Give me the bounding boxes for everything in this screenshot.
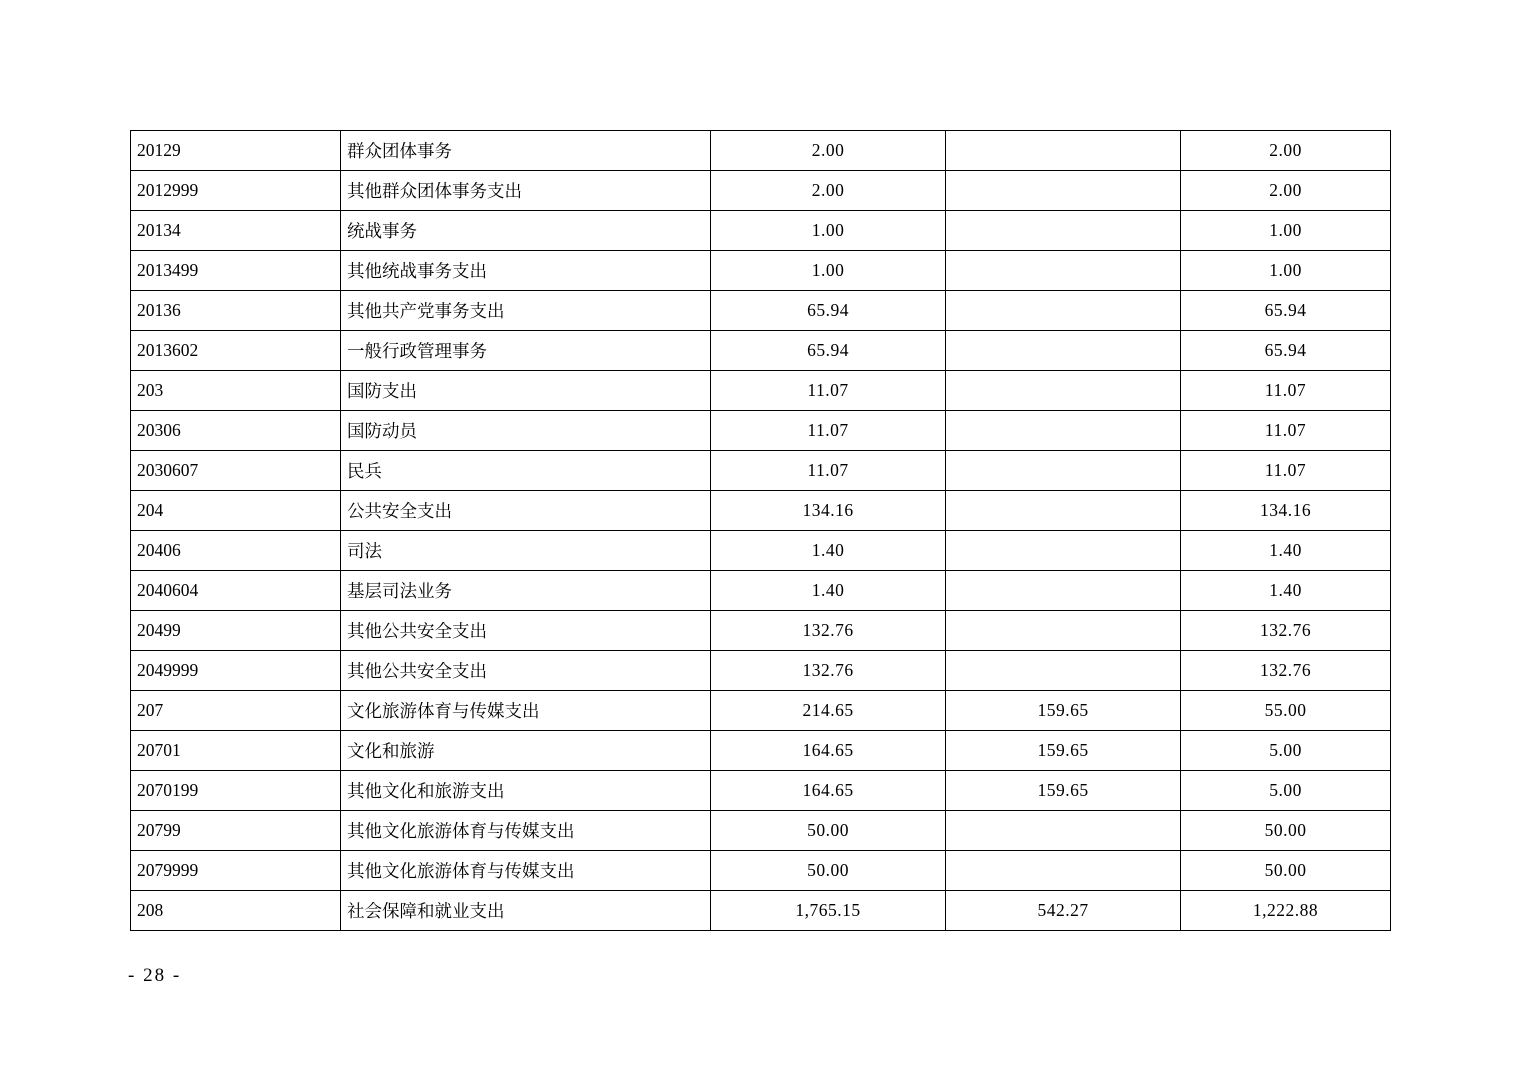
cell-basic-amount <box>946 251 1181 291</box>
budget-table <box>130 130 1391 931</box>
cell-total-amount: 132.76 <box>711 651 946 691</box>
cell-project-amount: 132.76 <box>1181 611 1391 651</box>
cell-project-amount: 1.00 <box>1181 211 1391 251</box>
cell-code: 2012999 <box>131 171 341 211</box>
cell-project-amount: 1.40 <box>1181 571 1391 611</box>
table-row <box>131 771 1391 811</box>
budget-table-container <box>130 130 1390 931</box>
cell-total-amount: 1.00 <box>711 211 946 251</box>
cell-code: 20701 <box>131 731 341 771</box>
cell-item-name: 统战事务 <box>341 211 711 251</box>
table-row <box>131 651 1391 691</box>
table-row <box>131 611 1391 651</box>
cell-item-name: 其他文化和旅游支出 <box>341 771 711 811</box>
cell-code: 20499 <box>131 611 341 651</box>
cell-total-amount: 1.00 <box>711 251 946 291</box>
cell-item-name: 文化旅游体育与传媒支出 <box>341 691 711 731</box>
cell-total-amount: 1.40 <box>711 571 946 611</box>
cell-total-amount: 134.16 <box>711 491 946 531</box>
cell-basic-amount: 159.65 <box>946 691 1181 731</box>
cell-project-amount: 1,222.88 <box>1181 891 1391 931</box>
cell-project-amount: 55.00 <box>1181 691 1391 731</box>
cell-project-amount: 5.00 <box>1181 731 1391 771</box>
cell-item-name: 社会保障和就业支出 <box>341 891 711 931</box>
cell-basic-amount <box>946 211 1181 251</box>
table-row <box>131 371 1391 411</box>
cell-code: 2049999 <box>131 651 341 691</box>
cell-total-amount: 2.00 <box>711 131 946 171</box>
cell-code: 207 <box>131 691 341 731</box>
cell-project-amount: 2.00 <box>1181 131 1391 171</box>
table-row <box>131 131 1391 171</box>
cell-basic-amount <box>946 531 1181 571</box>
cell-item-name: 国防支出 <box>341 371 711 411</box>
table-row <box>131 691 1391 731</box>
cell-code: 20136 <box>131 291 341 331</box>
cell-basic-amount: 542.27 <box>946 891 1181 931</box>
cell-item-name: 其他文化旅游体育与传媒支出 <box>341 851 711 891</box>
table-row <box>131 531 1391 571</box>
cell-code: 20406 <box>131 531 341 571</box>
cell-basic-amount <box>946 171 1181 211</box>
cell-item-name: 基层司法业务 <box>341 571 711 611</box>
cell-code: 204 <box>131 491 341 531</box>
cell-basic-amount <box>946 131 1181 171</box>
cell-basic-amount <box>946 331 1181 371</box>
table-row <box>131 291 1391 331</box>
cell-basic-amount <box>946 291 1181 331</box>
cell-total-amount: 65.94 <box>711 291 946 331</box>
cell-project-amount: 11.07 <box>1181 371 1391 411</box>
cell-item-name: 公共安全支出 <box>341 491 711 531</box>
cell-code: 2013602 <box>131 331 341 371</box>
cell-item-name: 群众团体事务 <box>341 131 711 171</box>
cell-total-amount: 164.65 <box>711 731 946 771</box>
cell-code: 2030607 <box>131 451 341 491</box>
table-row <box>131 891 1391 931</box>
cell-project-amount: 11.07 <box>1181 411 1391 451</box>
cell-total-amount: 11.07 <box>711 451 946 491</box>
cell-item-name: 民兵 <box>341 451 711 491</box>
table-row <box>131 491 1391 531</box>
cell-total-amount: 214.65 <box>711 691 946 731</box>
table-row <box>131 731 1391 771</box>
cell-basic-amount <box>946 491 1181 531</box>
cell-project-amount: 5.00 <box>1181 771 1391 811</box>
cell-code: 20134 <box>131 211 341 251</box>
cell-project-amount: 1.40 <box>1181 531 1391 571</box>
cell-code: 2013499 <box>131 251 341 291</box>
cell-code: 2040604 <box>131 571 341 611</box>
cell-total-amount: 50.00 <box>711 811 946 851</box>
cell-code: 20129 <box>131 131 341 171</box>
cell-code: 2079999 <box>131 851 341 891</box>
cell-item-name: 其他文化旅游体育与传媒支出 <box>341 811 711 851</box>
table-row <box>131 211 1391 251</box>
cell-basic-amount <box>946 811 1181 851</box>
table-row <box>131 171 1391 211</box>
cell-project-amount: 65.94 <box>1181 331 1391 371</box>
cell-item-name: 文化和旅游 <box>341 731 711 771</box>
cell-project-amount: 65.94 <box>1181 291 1391 331</box>
cell-item-name: 国防动员 <box>341 411 711 451</box>
cell-basic-amount <box>946 451 1181 491</box>
cell-basic-amount: 159.65 <box>946 771 1181 811</box>
cell-total-amount: 132.76 <box>711 611 946 651</box>
cell-project-amount: 2.00 <box>1181 171 1391 211</box>
cell-project-amount: 134.16 <box>1181 491 1391 531</box>
cell-project-amount: 132.76 <box>1181 651 1391 691</box>
cell-item-name: 其他群众团体事务支出 <box>341 171 711 211</box>
cell-basic-amount <box>946 371 1181 411</box>
cell-code: 2070199 <box>131 771 341 811</box>
cell-basic-amount <box>946 571 1181 611</box>
cell-basic-amount <box>946 411 1181 451</box>
cell-code: 208 <box>131 891 341 931</box>
cell-item-name: 其他公共安全支出 <box>341 611 711 651</box>
table-row <box>131 811 1391 851</box>
cell-project-amount: 11.07 <box>1181 451 1391 491</box>
table-row <box>131 251 1391 291</box>
cell-code: 20306 <box>131 411 341 451</box>
cell-total-amount: 164.65 <box>711 771 946 811</box>
budget-table-body <box>131 131 1391 931</box>
cell-basic-amount: 159.65 <box>946 731 1181 771</box>
table-row <box>131 411 1391 451</box>
cell-project-amount: 1.00 <box>1181 251 1391 291</box>
cell-item-name: 司法 <box>341 531 711 571</box>
cell-code: 20799 <box>131 811 341 851</box>
cell-item-name: 其他公共安全支出 <box>341 651 711 691</box>
table-row <box>131 851 1391 891</box>
cell-code: 203 <box>131 371 341 411</box>
cell-basic-amount <box>946 651 1181 691</box>
table-row <box>131 571 1391 611</box>
cell-total-amount: 11.07 <box>711 411 946 451</box>
table-row <box>131 331 1391 371</box>
cell-basic-amount <box>946 611 1181 651</box>
cell-basic-amount <box>946 851 1181 891</box>
cell-item-name: 其他统战事务支出 <box>341 251 711 291</box>
cell-total-amount: 1,765.15 <box>711 891 946 931</box>
table-row <box>131 451 1391 491</box>
cell-total-amount: 2.00 <box>711 171 946 211</box>
cell-project-amount: 50.00 <box>1181 811 1391 851</box>
page-number: - 28 - <box>128 965 182 986</box>
cell-total-amount: 65.94 <box>711 331 946 371</box>
cell-project-amount: 50.00 <box>1181 851 1391 891</box>
cell-item-name: 其他共产党事务支出 <box>341 291 711 331</box>
cell-item-name: 一般行政管理事务 <box>341 331 711 371</box>
cell-total-amount: 11.07 <box>711 371 946 411</box>
cell-total-amount: 1.40 <box>711 531 946 571</box>
cell-total-amount: 50.00 <box>711 851 946 891</box>
